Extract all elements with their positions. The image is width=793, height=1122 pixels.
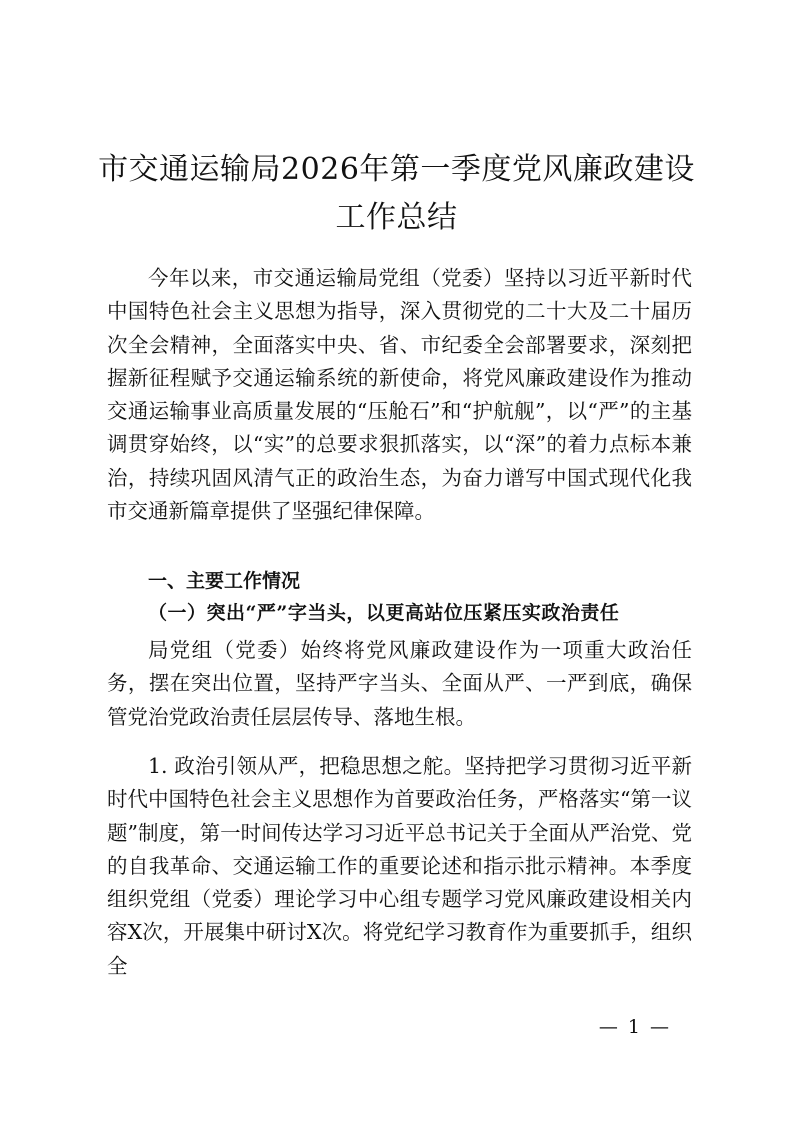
intro-paragraph: 今年以来，市交通运输局党组（党委）坚持以习近平新时代中国特色社会主义思想为指导，深入贯彻党的二十大及二十届历次全会精神，全面落实中央、省、市纪委全会部署要求，深刻把握新征程赋予交通运输系统的新使命，将党风廉政建设作为推动交通运输事业高质量发展的“压舱石”和“护航舰”，以“严”的主基调贯穿始终，以“实”的总要求狠抓落实，以“深”的着力点标本兼治，持续巩固风清气正的政治生态，为奋力谱写中国式现代化我市交通新篇章提供了坚强纪律保障。 [107, 266, 692, 524]
document-title-line-2: 工作总结 [335, 200, 458, 235]
page-number: — 1 — [598, 1016, 671, 1038]
section-heading: 一、主要工作情况 [148, 570, 301, 592]
subsection-paragraph: 局党组（党委）始终将党风廉政建设作为一项重大政治任务，摆在突出位置，坚持严字当头、全面从严、一严到底，确保管党治党政治责任层层传导、落地生根。 [107, 638, 692, 729]
document-title-line-1: 市交通运输局2026年第一季度党风廉政建设 [98, 152, 695, 187]
item-paragraph: 1. 政治引领从严，把稳思想之舵。坚持把学习贯彻习近平新时代中国特色社会主义思想作为首要政治任务，严格落实“第一议题”制度，第一时间传达学习习近平总书记关于全面从严治党、党的自我革命、交通运输工作的重要论述和指示批示精神。本季度组织党组（党委）理论学习中心组专题学习党风廉政建设相关内容X次，开展集中研讨X次。将党纪学习教育作为重要抓手，组织全 [107, 754, 692, 978]
subsection-heading: （一）突出“严”字当头，以更高站位压紧压实政治责任 [148, 602, 620, 624]
